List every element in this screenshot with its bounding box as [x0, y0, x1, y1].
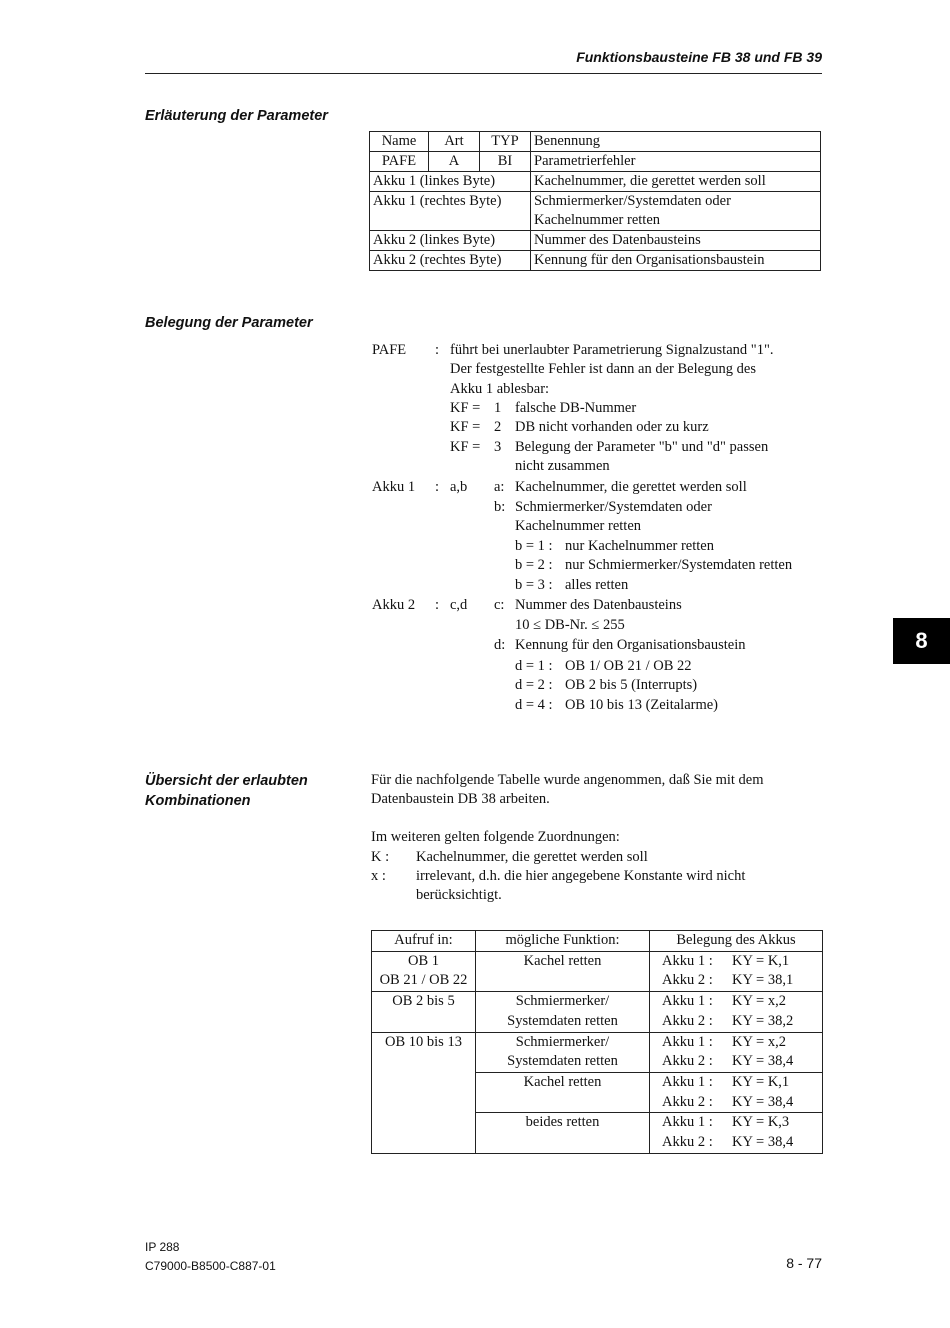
heading-line: Kombinationen [145, 793, 251, 809]
akku-value: KY = K,3 [732, 1114, 790, 1131]
desc-line: Kachelnummer retten [534, 212, 661, 228]
cell-function [476, 1113, 650, 1153]
table-row [370, 172, 821, 192]
pafe-line: Der festgestellte Fehler ist dann an der Belegung des [450, 361, 757, 377]
header-rule [145, 73, 822, 74]
header-akku: Belegung des Akkus [650, 931, 823, 952]
akku-value: KY = 38,4 [732, 1093, 794, 1110]
intro-text: Für die nachfolgende Tabelle wurde angenommen, daß Sie mit dem [371, 772, 764, 788]
table-row [372, 1032, 823, 1072]
d-key: d = 4 : [515, 697, 553, 713]
kf-text: falsche DB-Nummer [515, 400, 637, 416]
cell-name: Akku 2 (rechtes Byte) [370, 251, 531, 271]
akku1-params: a,b [450, 479, 468, 495]
def-val: irrelevant, d.h. die hier angegebene Konstante wird nicht [416, 868, 746, 884]
kf-text: Belegung der Parameter "b" und "d" passen [515, 439, 769, 455]
kf-key: KF = [450, 439, 481, 455]
parameter-table [369, 131, 821, 271]
header-name: Name [370, 132, 429, 152]
table-row [370, 251, 821, 271]
pafe-colon: : [435, 342, 440, 358]
call-line: OB 1 [407, 952, 440, 969]
akku-value: KY = K,1 [732, 952, 790, 969]
akku2-colon: : [435, 597, 440, 613]
page-number: 8 - 77 [786, 1255, 822, 1271]
table-row [372, 992, 823, 1032]
pafe-line: führt bei unerlaubter Parametrierung Signalzustand "1". [450, 342, 774, 358]
cell-name: Akku 2 (linkes Byte) [370, 231, 531, 251]
param-text: Schmiermerker/Systemdaten oder [515, 499, 712, 515]
b-key: b = 3 : [515, 577, 553, 593]
running-header: Funktionsbausteine FB 38 und FB 39 [576, 49, 822, 65]
desc-line: Schmiermerker/Systemdaten oder [534, 193, 731, 209]
kf-key: KF = [450, 419, 481, 435]
akku-label: Akku 2 : [662, 1053, 713, 1070]
cell-akku [650, 992, 823, 1032]
chapter-tab: 8 [893, 618, 950, 664]
kf-num: 1 [494, 400, 502, 416]
def-key: x : [371, 868, 386, 884]
cell-art: A [429, 152, 480, 172]
kf-key: KF = [450, 400, 481, 416]
cell-typ: BI [480, 152, 531, 172]
d-val: OB 10 bis 13 (Zeitalarme) [565, 697, 719, 713]
cell-function [476, 992, 650, 1032]
heading-line: Übersicht der erlaubten [145, 773, 308, 789]
cell-name: Akku 1 (rechtes Byte) [370, 192, 531, 231]
cell-desc: Kachelnummer, die gerettet werden soll [531, 172, 821, 192]
cell-akku [650, 1032, 823, 1072]
section-heading-parameters: Erläuterung der Parameter [145, 108, 328, 124]
def-val: Kachelnummer, die gerettet werden soll [416, 849, 648, 865]
table-header-row [370, 132, 821, 152]
param-key: c: [494, 597, 505, 613]
akku-value: KY = x,2 [732, 1033, 786, 1050]
akku-label: Akku 2 : [662, 1093, 713, 1110]
akku2-params: c,d [450, 597, 468, 613]
param-text: 10 ≤ DB-Nr. ≤ 255 [515, 617, 625, 633]
table-row [372, 951, 823, 991]
cell-akku [650, 1113, 823, 1153]
param-text: Kennung für den Organisationsbaustein [515, 637, 746, 653]
header-function: mögliche Funktion: [476, 931, 650, 952]
func-line: Kachel retten [523, 1073, 602, 1090]
akku2-label: Akku 2 [372, 597, 416, 613]
param-key: a: [494, 479, 505, 495]
table-row [370, 231, 821, 251]
cell-function [476, 951, 650, 991]
footer-product: IP 288 [145, 1240, 180, 1254]
cell-desc: Nummer des Datenbausteins [531, 231, 821, 251]
call-line: OB 10 bis 13 [385, 1033, 462, 1050]
header-call: Aufruf in: [372, 931, 476, 952]
func-line: Schmiermerker/ [515, 993, 610, 1010]
akku1-label: Akku 1 [372, 479, 416, 495]
func-line: Systemdaten retten [507, 1012, 618, 1029]
akku-label: Akku 1 : [662, 1073, 713, 1090]
akku-value: KY = 38,4 [732, 1134, 794, 1151]
param-text: Kachelnummer, die gerettet werden soll [515, 479, 747, 495]
cell-function [476, 1072, 650, 1112]
b-key: b = 2 : [515, 557, 553, 573]
akku1-colon: : [435, 479, 440, 495]
cell-function [476, 1032, 650, 1072]
akku-value: KY = 38,4 [732, 1053, 794, 1070]
cell-desc [531, 192, 821, 231]
akku-label: Akku 1 : [662, 952, 713, 969]
akku-label: Akku 1 : [662, 1114, 713, 1131]
section-heading-belegung: Belegung der Parameter [145, 315, 313, 331]
section-heading-uebersicht [145, 771, 308, 811]
d-val: OB 1/ OB 21 / OB 22 [565, 658, 692, 674]
kf-num: 2 [494, 419, 502, 435]
d-key: d = 1 : [515, 658, 553, 674]
header-benennung: Benennung [531, 132, 821, 152]
intro-text: Datenbaustein DB 38 arbeiten. [371, 791, 550, 807]
cell-akku [650, 951, 823, 991]
param-text: Nummer des Datenbausteins [515, 597, 682, 613]
cell-call [372, 1032, 476, 1153]
param-text: Kachelnummer retten [515, 518, 642, 534]
combinations-table [371, 930, 823, 1154]
func-line: Schmiermerker/ [515, 1033, 610, 1050]
d-val: OB 2 bis 5 (Interrupts) [565, 677, 698, 693]
kf-text: DB nicht vorhanden oder zu kurz [515, 419, 709, 435]
cell-name: PAFE [370, 152, 429, 172]
akku-value: KY = x,2 [732, 993, 786, 1010]
akku-value: KY = K,1 [732, 1073, 790, 1090]
intro-text: Im weiteren gelten folgende Zuordnungen: [371, 829, 620, 845]
kf-num: 3 [494, 439, 502, 455]
cell-call [372, 951, 476, 991]
header-typ: TYP [480, 132, 531, 152]
func-line: Kachel retten [523, 952, 602, 969]
akku-value: KY = 38,1 [732, 972, 794, 989]
table-row [370, 192, 821, 231]
akku-label: Akku 2 : [662, 1012, 713, 1029]
akku-label: Akku 1 : [662, 1033, 713, 1050]
call-line: OB 21 / OB 22 [379, 972, 468, 989]
def-val: berücksichtigt. [416, 887, 502, 903]
table-row [370, 152, 821, 172]
table-header-row [372, 931, 823, 952]
b-val: nur Schmiermerker/Systemdaten retten [565, 557, 793, 573]
pafe-label: PAFE [372, 342, 407, 358]
func-line: beides retten [525, 1114, 600, 1131]
header-art: Art [429, 132, 480, 152]
kf-text: nicht zusammen [515, 458, 610, 474]
call-line: OB 2 bis 5 [392, 993, 455, 1010]
cell-call [372, 992, 476, 1032]
b-key: b = 1 : [515, 538, 553, 554]
pafe-line: Akku 1 ablesbar: [450, 381, 550, 397]
akku-label: Akku 2 : [662, 972, 713, 989]
param-key: d: [494, 637, 506, 653]
cell-akku [650, 1072, 823, 1112]
func-line: Systemdaten retten [507, 1053, 618, 1070]
d-key: d = 2 : [515, 677, 553, 693]
footer-doc-number: C79000-B8500-C887-01 [145, 1259, 276, 1273]
b-val: nur Kachelnummer retten [565, 538, 714, 554]
def-key: K : [371, 849, 390, 865]
b-val: alles retten [565, 577, 629, 593]
cell-desc: Kennung für den Organisationsbaustein [531, 251, 821, 271]
akku-label: Akku 2 : [662, 1134, 713, 1151]
param-key: b: [494, 499, 506, 515]
akku-label: Akku 1 : [662, 993, 713, 1010]
akku-value: KY = 38,2 [732, 1012, 794, 1029]
cell-name: Akku 1 (linkes Byte) [370, 172, 531, 192]
cell-desc: Parametrierfehler [531, 152, 821, 172]
